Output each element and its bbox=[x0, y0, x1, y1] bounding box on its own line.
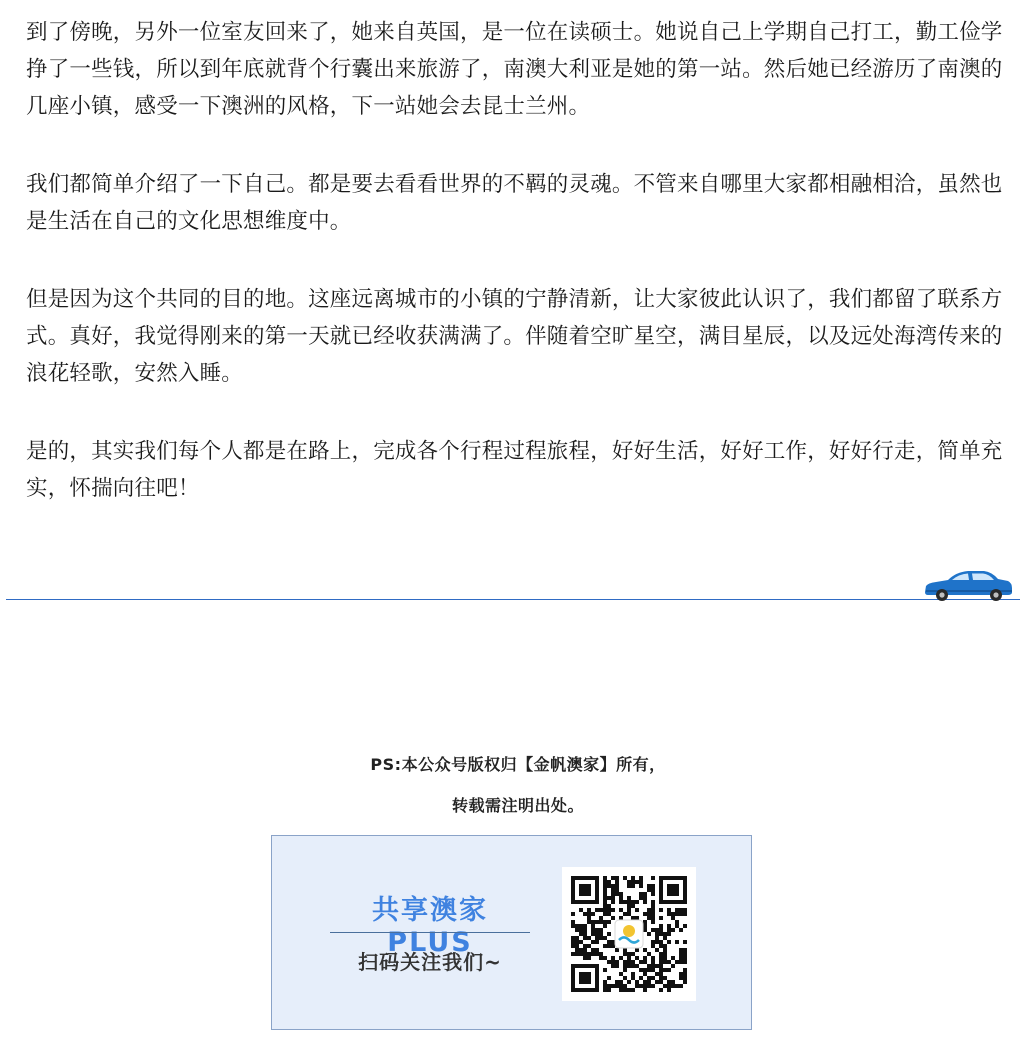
reprint-notice: 转载需注明出处。 bbox=[451, 796, 584, 815]
copyright-notice: PS:本公众号版权归【金帆澳家】所有， bbox=[370, 755, 666, 774]
article-paragraph: 但是因为这个共同的目的地。这座远离城市的小镇的宁静清新，让大家彼此认识了，我们都留了联系方式。真好，我觉得刚来的第一天就已经收获满满了。伴随着空旷星空，满目星辰，以及远处海湾传来的浪花轻歌，安然入睡。 bbox=[26, 287, 1003, 386]
article-body bbox=[26, 14, 1016, 548]
follow-card bbox=[271, 835, 752, 1030]
car-icon bbox=[922, 568, 1014, 602]
account-name: 共享澳家PLUS bbox=[372, 895, 488, 958]
card-divider bbox=[330, 932, 530, 933]
qr-code[interactable] bbox=[562, 867, 696, 1001]
divider-line bbox=[6, 599, 1020, 600]
section-divider bbox=[0, 560, 1036, 610]
article-paragraph: 是的，其实我们每个人都是在路上，完成各个行程过程旅程，好好生活，好好工作，好好行走，简单充实，怀揣向往吧！ bbox=[26, 439, 1003, 501]
article-paragraph: 我们都简单介绍了一下自己。都是要去看看世界的不羁的灵魂。不管来自哪里大家都相融相洽，虽然也是生活在自己的文化思想维度中。 bbox=[26, 172, 1003, 234]
qr-code-icon bbox=[562, 867, 696, 1001]
scan-prompt: 扫码关注我们~ bbox=[358, 950, 502, 974]
article-paragraph: 到了傍晚，另外一位室友回来了，她来自英国，是一位在读硕士。她说自己上学期自己打工，勤工俭学挣了一些钱，所以到年底就背个行囊出来旅游了，南澳大利亚是她的第一站。然后她已经游历了南澳的几座小镇，感受一下澳洲的风格，下一站她会去昆士兰州。 bbox=[26, 20, 1003, 119]
